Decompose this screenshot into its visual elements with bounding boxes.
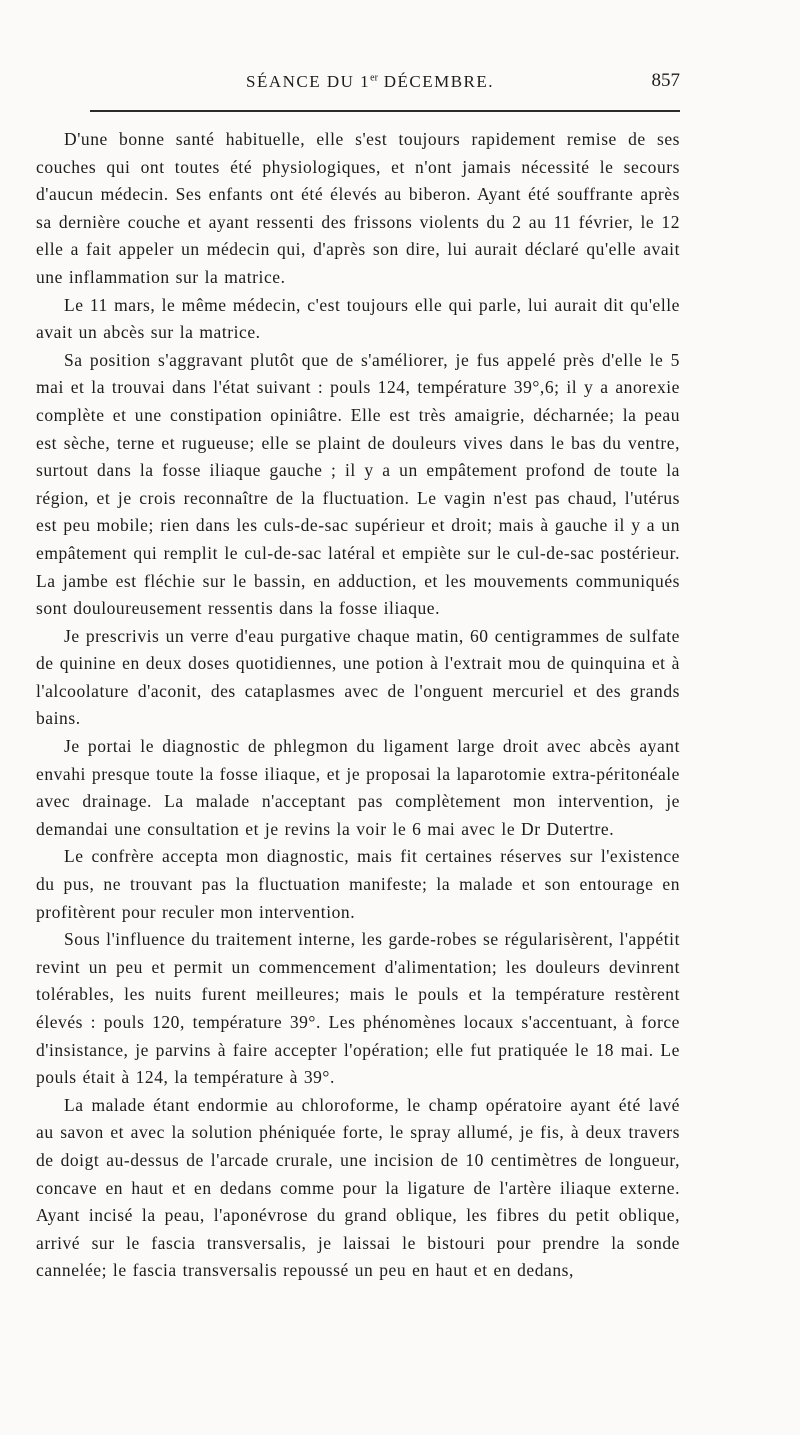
page-header <box>36 70 680 100</box>
paragraph: Sous l'influence du traitement interne, les garde-robes se régularisèrent, l'appétit revint un peu et permit un commencement d'alimentation; les douleurs devinrent tolérables, les nuits furent meilleures; mais le pouls et la température restèrent élevés : pouls 120, température 39°. Les phénomènes locaux s'accentuant, à force d'insistance, je parvins à faire accepter l'opération; elle fut pratiquée le 18 mai. Le pouls était à 124, la température à 39°. <box>36 929 680 1088</box>
paragraph: Le confrère accepta mon diagnostic, mais fit certaines réserves sur l'existence du pus, ne trouvant pas la fluctuation manifeste; la malade et son entourage en profitèrent pour reculer mon intervention. <box>36 846 680 922</box>
paragraph: Sa position s'aggravant plutôt que de s'améliorer, je fus appelé près d'elle le 5 mai et la trouvai dans l'état suivant : pouls 124, température 39°,6; il y a anorexie complète et une constipation opiniâtre. Elle est très amaigrie, décharnée; la peau est sèche, terne et rugueuse; elle se plaint de douleurs vives dans le bas du ventre, surtout dans la fosse iliaque gauche ; il y a un empâtement profond de toute la région, et je crois reconnaître de la fluctuation. Le vagin n'est pas chaud, l'utérus est peu mobile; rien dans les culs-de-sac supérieur et droit; mais à gauche il y a un empâtement qui remplit le cul-de-sac latéral et empiète sur le cul-de-sac postérieur. La jambe est fléchie sur le bassin, en adduction, et les mouvements communiqués sont douloureusement ressentis dans la fosse iliaque. <box>36 349 680 619</box>
paragraph: D'une bonne santé habituelle, elle s'est toujours rapidement remise de ses couches qui ont toutes été physiologiques, et n'ont jamais nécessité le secours d'aucun médecin. Ses enfants ont été élevés au biberon. Ayant été souffrante après sa dernière couche et ayant ressenti des frissons violents du 2 au 11 février, le 12 elle a fait appeler un médecin qui, d'après son dire, lui aurait déclaré qu'elle avait une inflammation sur la matrice. <box>36 129 680 287</box>
page-number: 857 <box>651 70 680 91</box>
paragraph: Le 11 mars, le même médecin, c'est toujours elle qui parle, lui aurait dit qu'elle avait un abcès sur la matrice. <box>36 294 680 343</box>
paragraph: Je portai le diagnostic de phlegmon du ligament large droit avec abcès ayant envahi presque toute la fosse iliaque, et je proposai la laparotomie extra-péritonéale avec drainage. La malade n'acceptant pas complètement mon intervention, je demandai une consultation et je revins la voir le 6 mai avec le Dr Dutertre. <box>36 736 680 839</box>
paragraph: Je prescrivis un verre d'eau purgative chaque matin, 60 centigrammes de sulfate de quinine en deux doses quotidiennes, une potion à l'extrait mou de quinquina et à l'alcoolature d'aconit, des cataplasmes avec de l'onguent mercuriel et des grands bains. <box>36 625 680 729</box>
running-title: SÉANCE DU 1er DÉCEMBRE. <box>246 72 495 91</box>
header-rule <box>90 110 680 112</box>
paragraph: La malade étant endormie au chloroforme, le champ opératoire ayant été lavé au savon et avec la solution phéniquée forte, le spray allumé, je fis, à deux travers de doigt au-dessus de l'arcade crurale, une incision de 10 centimètres de longueur, concave en haut et en dedans comme pour la ligature de l'artère iliaque externe. Ayant incisé la peau, l'aponévrose du grand oblique, les fibres du petit oblique, arrivé sur le fascia transversalis, je laissai le bistouri pour prendre la sonde cannelée; le fascia transversalis repoussé un peu en haut et en dedans, <box>36 1094 680 1281</box>
body-text <box>36 126 680 1285</box>
